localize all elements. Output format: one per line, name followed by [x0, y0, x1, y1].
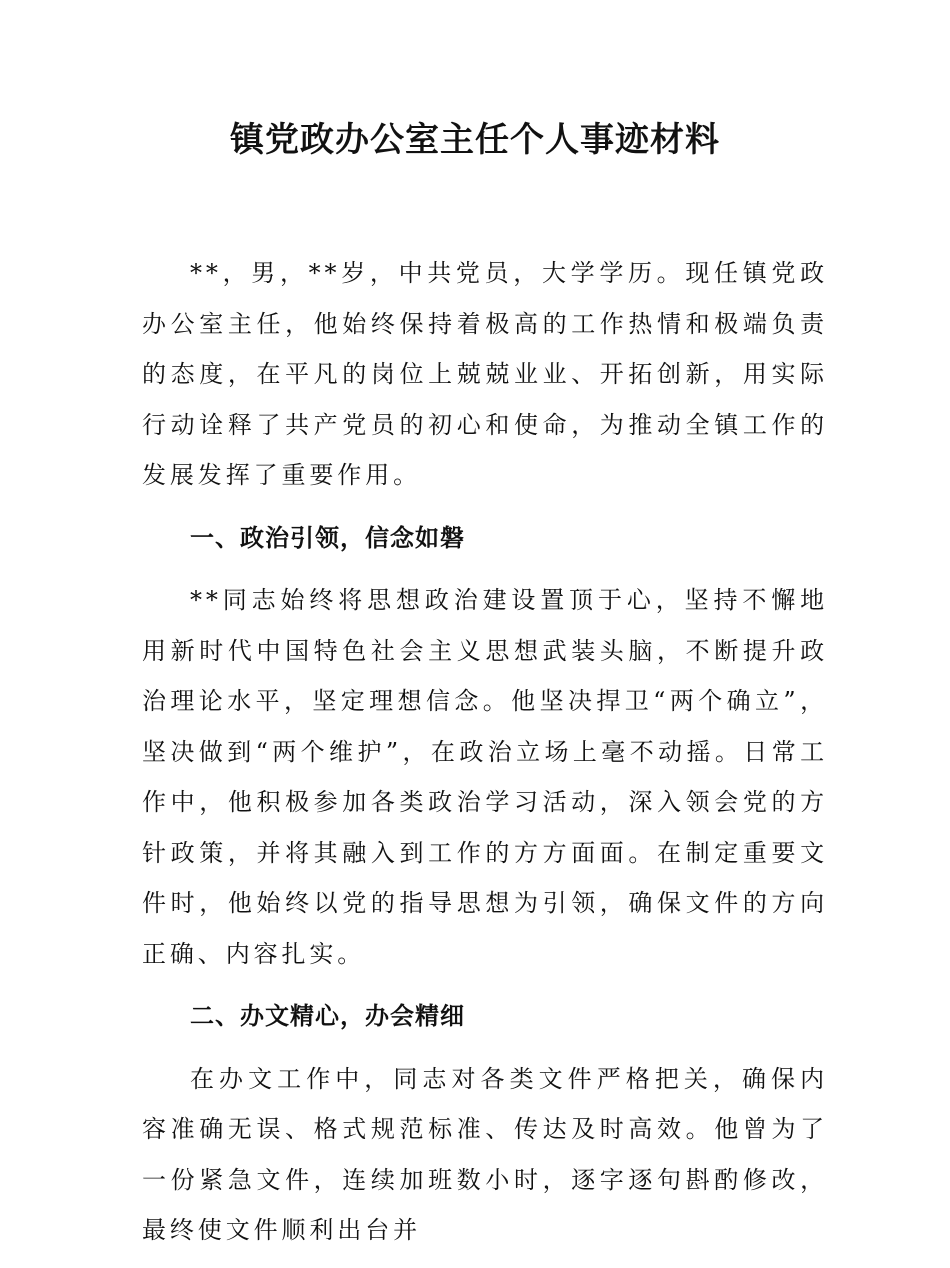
document-title: 镇党政办公室主任个人事迹材料: [230, 120, 720, 160]
section-heading-2: 二、办文精心，办会精细: [190, 1002, 465, 1030]
section-paragraph-2: 在办文工作中，同志对各类文件严格把关，确保内容准确无误、格式规范标准、传达及时高效。他曾为了一份紧急文件，连续加班数小时，逐字逐句斟酌修改，最终使文件顺利出台并: [142, 1064, 828, 1244]
section-heading-1: 一、政治引领，信念如磐: [190, 523, 465, 552]
section-paragraph-1: **同志始终将思想政治建设置顶于心，坚持不懈地用新时代中国特色社会主义思想武装头脑，不断提升政治理论水平，坚定理想信念。他坚决捍卫“两个确立”，坚决做到“两个维护”，在政治立场上毫不动摇。日常工作中，他积极参加各类政治学习活动，深入领会党的方针政策，并将其融入到工作的方方面面。在制定重要文件时，他始终以党的指导思想为引领，确保文件的方向正确、内容扎实。: [142, 586, 828, 968]
intro-paragraph: **，男，**岁，中共党员，大学学历。现任镇党政办公室主任，他始终保持着极高的工作热情和极端负责的态度，在平凡的岗位上兢兢业业、开拓创新，用实际行动诠释了共产党员的初心和使命，为推动全镇工作的发展发挥了重要作用。: [142, 259, 828, 489]
document-body: [142, 248, 828, 1268]
